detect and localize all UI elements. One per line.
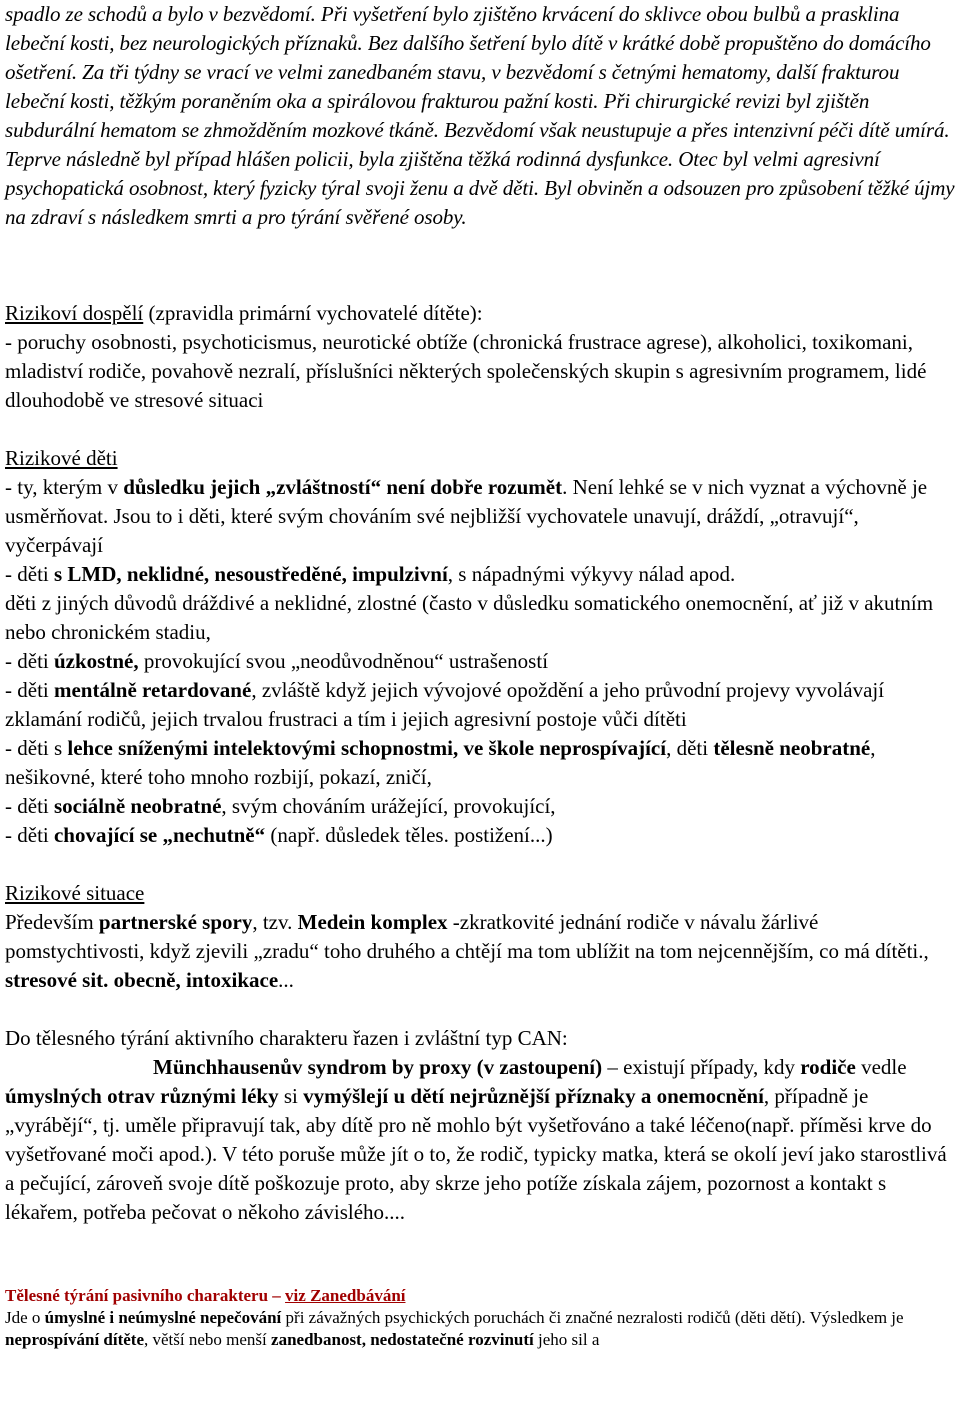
risk-adults-heading: Rizikoví dospělí — [5, 301, 144, 325]
can-intro: Do tělesného týrání aktivního charakteru řazen i zvláštní typ CAN: — [5, 1026, 568, 1050]
risk-situations-text: Především partnerské spory, tzv. Medein komplex -zkratkovité jednání rodiče v návalu žárlivé pomstychtivosti, když zjevili „zradu“ toho druhého a chtějí ma tom ublížit na tom nejcennějším, co má dítěti., stresové sit. obecně, intoxikace... — [5, 910, 929, 992]
neglect-link[interactable]: viz Zanedbávání — [285, 1286, 406, 1305]
document-page — [5, 0, 955, 1351]
risk-children-item: - děti s LMD, neklidné, nesoustředěné, impulzivní, s nápadnými výkyvy nálad apod. — [5, 562, 736, 586]
risk-situations-heading: Rizikové situace — [5, 881, 145, 905]
risk-children-item: - ty, kterým v důsledku jejich „zvláštností“ není dobře rozumět. Není lehké se v nich vyznat a výchovně je usměrňovat. Jsou to i děti, které svým chováním své nejbližší vychovatele unavují, dráždí, „otravují“, vyčerpávají — [5, 475, 928, 557]
munchhausen-paragraph: Münchhausenův syndrom by proxy (v zastoupení) – existují případy, kdy rodiče vedle úmyslných otrav různými léky si vymýšlejí u dětí nejrůznější příznaky a onemocnění, případně je „vyrábějí“, tj. uměle připravují tak, aby dítě pro ně mohlo být vyšetřováno a také léčeno(např. příměsi krve do vyšetřované moči apod.). V této poruše může jít o to, že rodič, typicky matka, která se okolí jeví jako starostlivá a pečující, zároveň svoje dítě poškozuje proto, aby skrze jeho potíže získala zájem, pozornost a kontakt s lékařem, potřeba pečovat o někoho závislého.... — [5, 1055, 947, 1224]
risk-children-item: - děti mentálně retardované, zvláště když jejich vývojové opoždění a jeho průvodní projevy vyvolávají zklamání rodičů, jejich trvalou frustraci a tím i jejich agresivní postoje vůči dítěti — [5, 678, 885, 731]
risk-adults-section: Rizikoví dospělí (zpravidla primární vychovatelé dítěte): — [5, 301, 483, 325]
risk-adults-list: - poruchy osobnosti, psychoticismus, neurotické obtíže (chronická frustrace agrese), alkoholici, toxikomani, mladiství rodiče, povahově nezralí, příslušníci některých společenských skupin s agresivním programem, lidé dlouhodobě ve stresové situaci — [5, 330, 927, 412]
passive-abuse-text: Jde o úmyslné i neúmyslné nepečování při závažných psychických poruchách či značné nezralosti rodičů (děti dětí). Výsledkem je neprospívání dítěte, větší nebo menší zanedbanost, nedostatečné rozvinutí jeho sil a — [5, 1308, 904, 1349]
risk-children-item: - děti úzkostné, provokující svou „neodůvodněnou“ ustrašeností — [5, 649, 549, 673]
passive-abuse-heading: Tělesné týrání pasivního charakteru – viz Zanedbávání — [5, 1286, 406, 1305]
risk-children-item: - děti chovající se „nechutně“ (např. důsledek těles. postižení...) — [5, 823, 553, 847]
risk-children-item: - děti sociálně neobratné, svým chováním urážející, provokující, — [5, 794, 556, 818]
risk-children-heading: Rizikové děti — [5, 446, 118, 470]
risk-children-item: - děti s lehce sníženými intelektovými schopnostmi, ve škole neprospívající, děti tělesně neobratné, nešikovné, které toho mnoho rozbijí, pokazí, zničí, — [5, 736, 876, 789]
case-study-paragraph: spadlo ze schodů a bylo v bezvědomí. Při vyšetření bylo zjištěno krvácení do sklivce obou bulbů a prasklina lebeční kosti, bez neurologických příznaků. Bez dalšího šetření bylo dítě v krátké době propuštěno do domácího ošetření. Za tři týdny se vrací ve velmi zanedbaném stavu, v bezvědomí s četnými hematomy, další frakturou lebeční kosti, těžkým poraněním oka a spirálovou frakturou pažní kosti. Při chirurgické revizi byl zjištěn subdurální hematom se zhmožděním mozkové tkáně. Bezvědomí však neustupuje a přes intenzivní péči dítě umírá. Teprve následně byl případ hlášen policii, byla zjištěna těžká rodinná dysfunkce. Otec byl velmi agresivní psychopatická osobnost, který fyzicky týral svoji ženu a dvě děti. Byl obviněn a odsouzen pro způsobení těžké újmy na zdraví s následkem smrti a pro týrání svěřené osoby. — [5, 2, 955, 229]
risk-children-item: děti z jiných důvodů dráždivé a neklidné, zlostné (často v důsledku somatického onemocnění, ať již v akutním nebo chronickém stadiu, — [5, 591, 934, 644]
